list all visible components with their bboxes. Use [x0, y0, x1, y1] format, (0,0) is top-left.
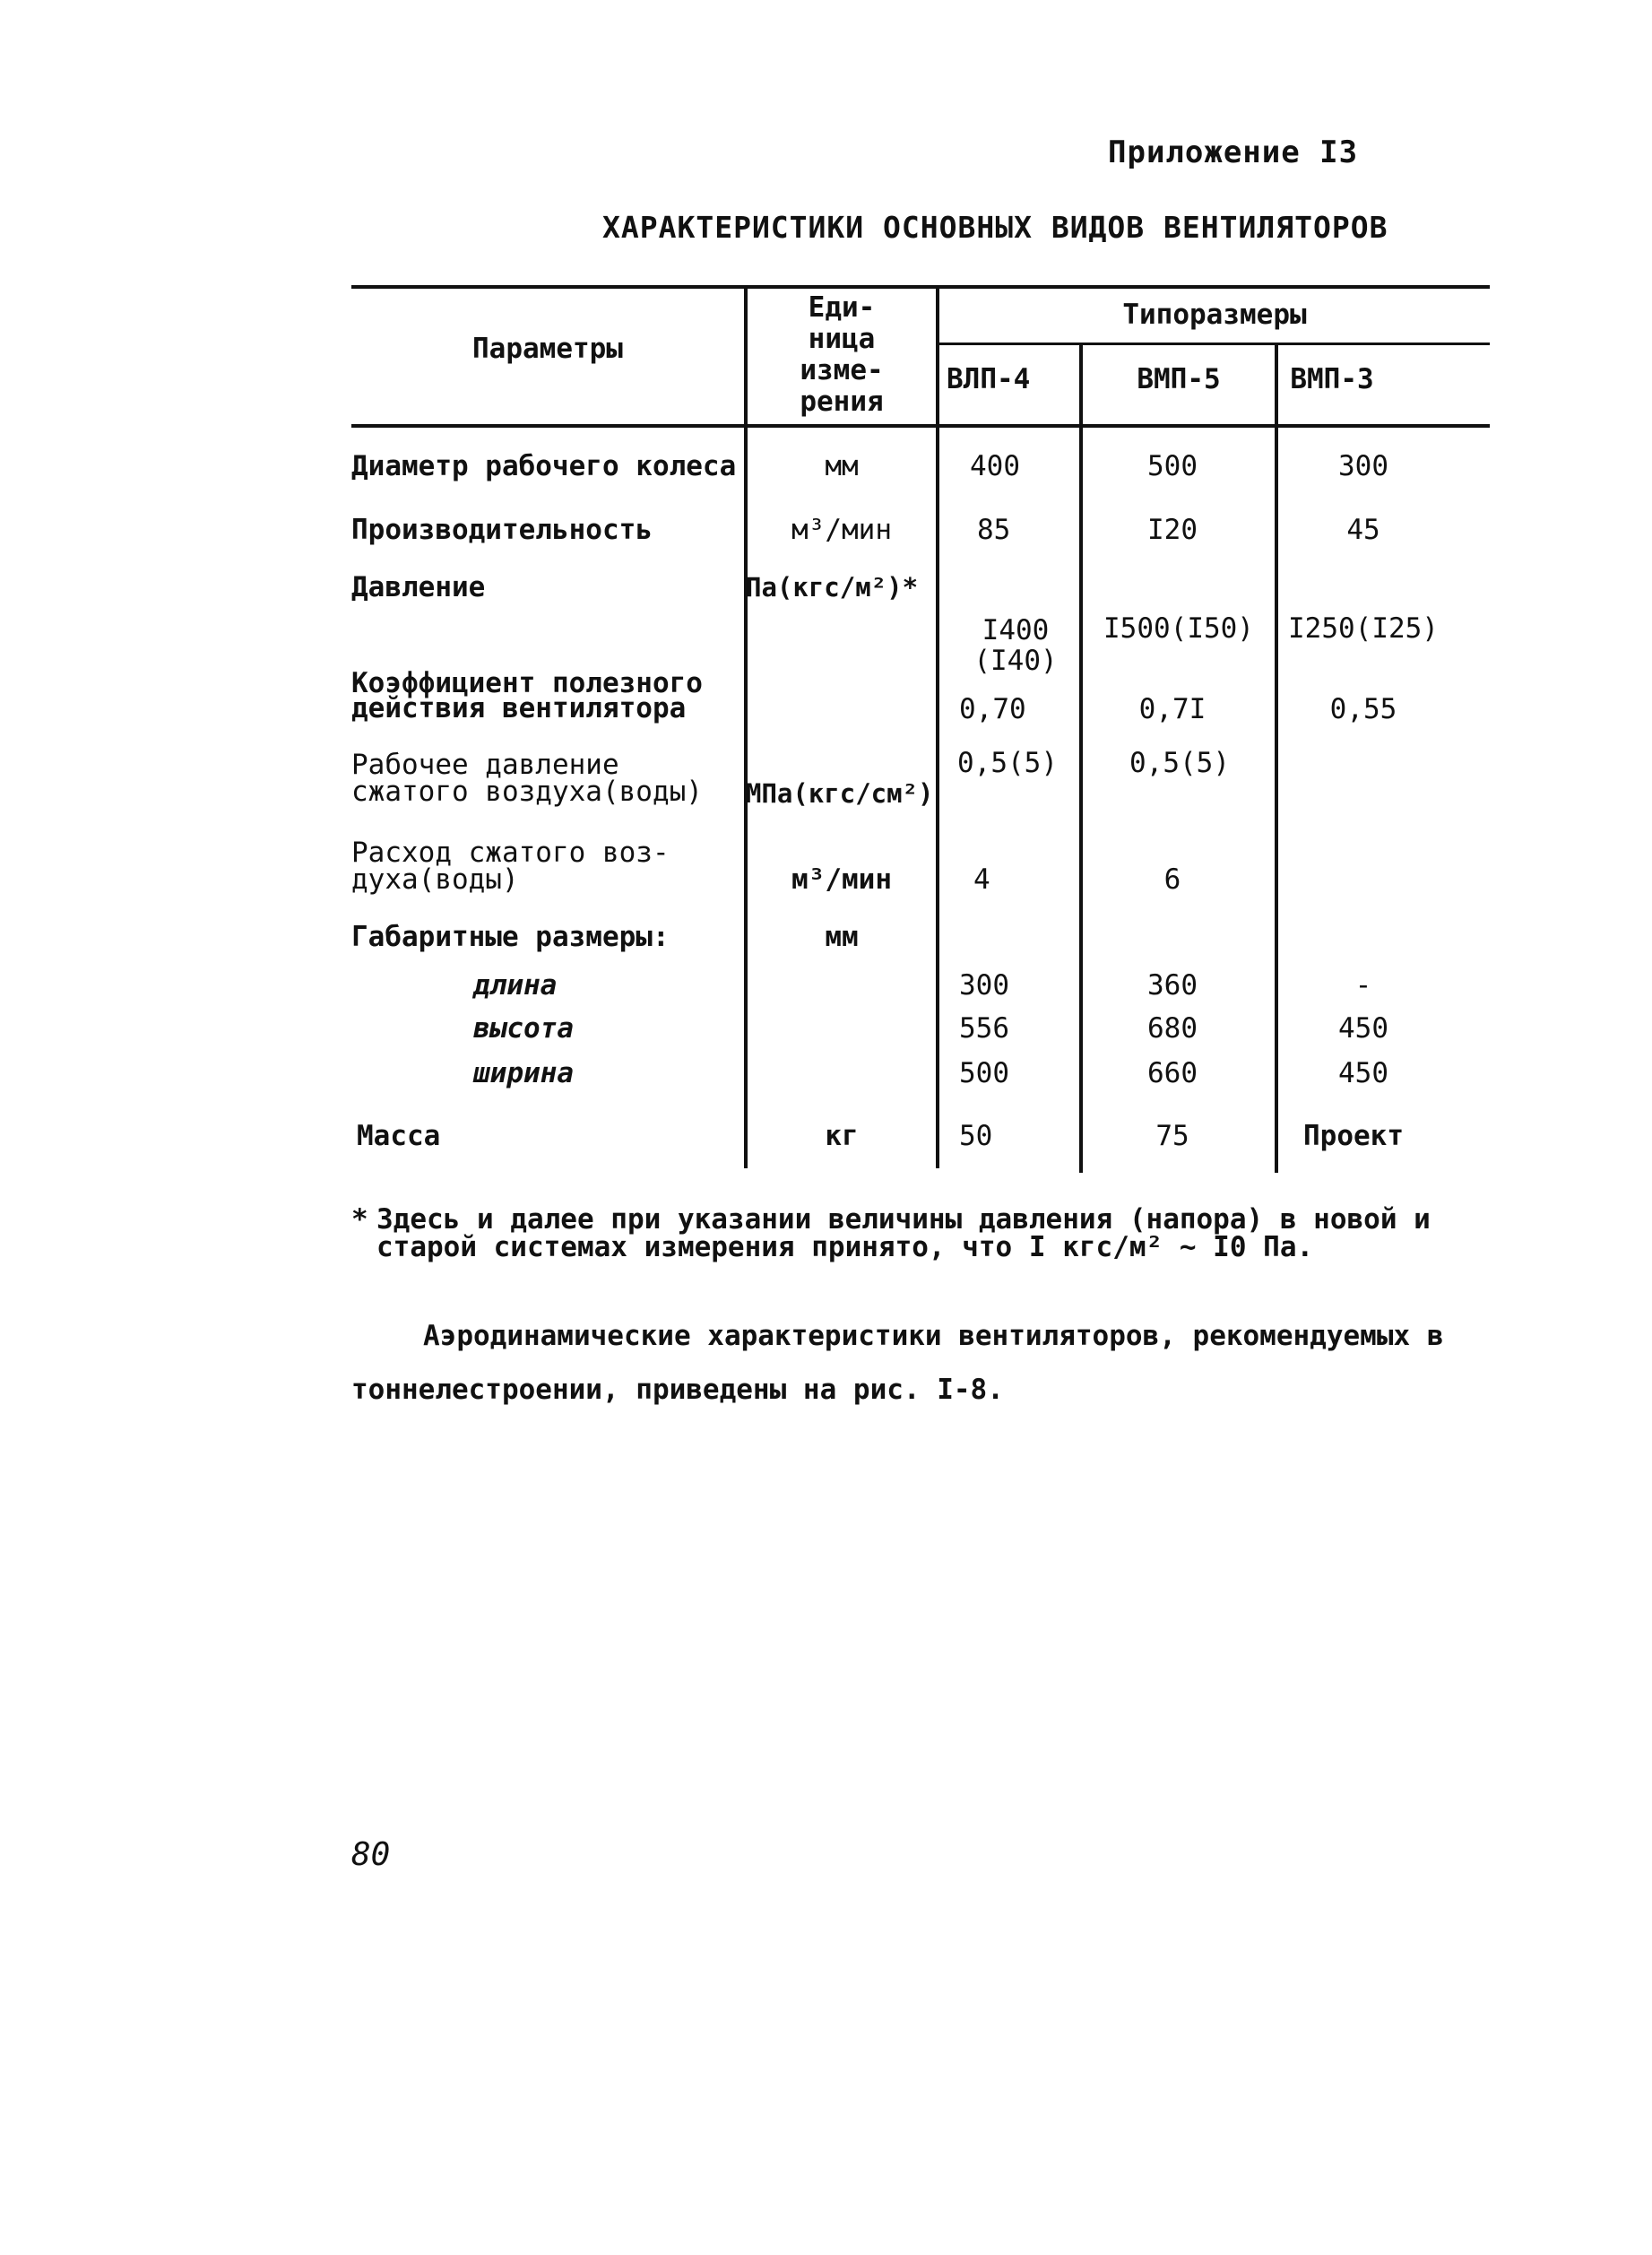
row-value: 0,55 [1329, 693, 1397, 725]
footnote-text: старой системах измерения принято, что I кгс/м² ~ I0 Па. [376, 1231, 1314, 1263]
header-params: Параметры [472, 333, 623, 365]
row-unit: м³/мин [791, 514, 892, 546]
row-value: I250(I25) [1288, 612, 1439, 645]
header-types-group: Типоразмеры [1122, 299, 1307, 331]
row-value: 45 [1346, 514, 1380, 546]
row-value: 400 [970, 450, 1020, 482]
row-param: длина [473, 969, 558, 1002]
row-value: 500 [959, 1057, 1009, 1089]
header-type-3: ВМП-3 [1290, 363, 1374, 395]
row-param-line: Коэффициент полезного [351, 667, 703, 699]
row-param-line: сжатого воздуха(воды) [351, 776, 703, 808]
row-value: 6 [1163, 863, 1181, 896]
row-param: Производительность [351, 514, 653, 546]
row-unit: мм [825, 921, 859, 953]
row-param: ширина [473, 1057, 574, 1089]
header-type-1: ВЛП-4 [947, 363, 1031, 395]
row-value: 680 [1147, 1012, 1198, 1045]
header-unit [748, 292, 936, 418]
header-unit-line: рения [800, 386, 884, 418]
row-value: I20 [1147, 514, 1198, 546]
table-top-rule [351, 285, 1490, 289]
row-value: 556 [959, 1012, 1009, 1045]
row-unit: кг [825, 1120, 859, 1152]
row-param: Габаритные размеры: [351, 921, 670, 953]
row-value: 300 [1338, 450, 1388, 482]
row-param: Диаметр рабочего колеса [351, 450, 737, 482]
row-value: 300 [959, 969, 1009, 1002]
page-number: 80 [351, 1836, 391, 1873]
row-param [351, 667, 703, 724]
row-value: 450 [1338, 1012, 1388, 1045]
footnote-text: Здесь и далее при указании величины давления (напора) в новой и [376, 1203, 1431, 1236]
header-type-2: ВМП-5 [1137, 363, 1221, 395]
row-param: Давление [351, 571, 486, 603]
row-value: 500 [1147, 450, 1198, 482]
row-value: 0,5(5) [1129, 747, 1230, 779]
header-bottom-rule [351, 424, 1490, 428]
row-param-line: духа(воды) [351, 863, 519, 896]
header-unit-line: ница [808, 323, 876, 355]
row-unit: МПа(кгс/см²) [746, 778, 934, 809]
footnote-line [351, 1203, 1490, 1236]
footnote-mark: * [351, 1203, 368, 1236]
row-value: Проект [1303, 1120, 1404, 1152]
appendix-label: Приложение I3 [1108, 134, 1359, 170]
row-value: 75 [1155, 1120, 1189, 1152]
row-value: 4 [973, 863, 990, 896]
row-value: 50 [959, 1120, 993, 1152]
body-paragraph: Аэродинамические характеристики вентиляторов, рекомендуемых в тоннелестроении, приведены на рис. I-8. [351, 1320, 1444, 1406]
row-value: I500(I50) [1103, 612, 1254, 645]
row-unit: м³/мин [791, 863, 892, 896]
header-unit-line: изме- [800, 354, 884, 386]
document-title: ХАРАКТЕРИСТИКИ ОСНОВНЫХ ВИДОВ ВЕНТИЛЯТОРОВ [602, 210, 1388, 245]
row-value: 450 [1338, 1057, 1388, 1089]
row-value: I400 (I40) [973, 614, 1058, 677]
row-value: 0,7I [1138, 693, 1207, 725]
row-param: высота [473, 1012, 574, 1045]
row-param-line: Рабочее давление [351, 749, 619, 781]
row-param [351, 837, 670, 896]
row-unit: мм [825, 450, 859, 482]
row-value: 660 [1147, 1057, 1198, 1089]
header-unit-line: Еди- [808, 291, 876, 324]
row-param-line: Расход сжатого воз- [351, 837, 670, 869]
unit-column-right-rule [936, 285, 939, 1168]
types-subheader-rule [939, 343, 1490, 345]
footnote-line [351, 1231, 1490, 1263]
row-unit: Па(кгс/м²)* [746, 572, 919, 603]
row-value: 85 [977, 514, 1011, 546]
row-value: - [1354, 969, 1372, 1002]
row-param: Масса [357, 1120, 441, 1152]
row-value: 360 [1147, 969, 1198, 1002]
row-param [351, 749, 703, 808]
fan-characteristics-table [351, 285, 1490, 1173]
row-value: 0,5(5) [957, 747, 1058, 779]
footnote [351, 1203, 1490, 1263]
row-value: 0,70 [959, 693, 1026, 725]
row-param-line: действия вентилятора [351, 692, 687, 724]
